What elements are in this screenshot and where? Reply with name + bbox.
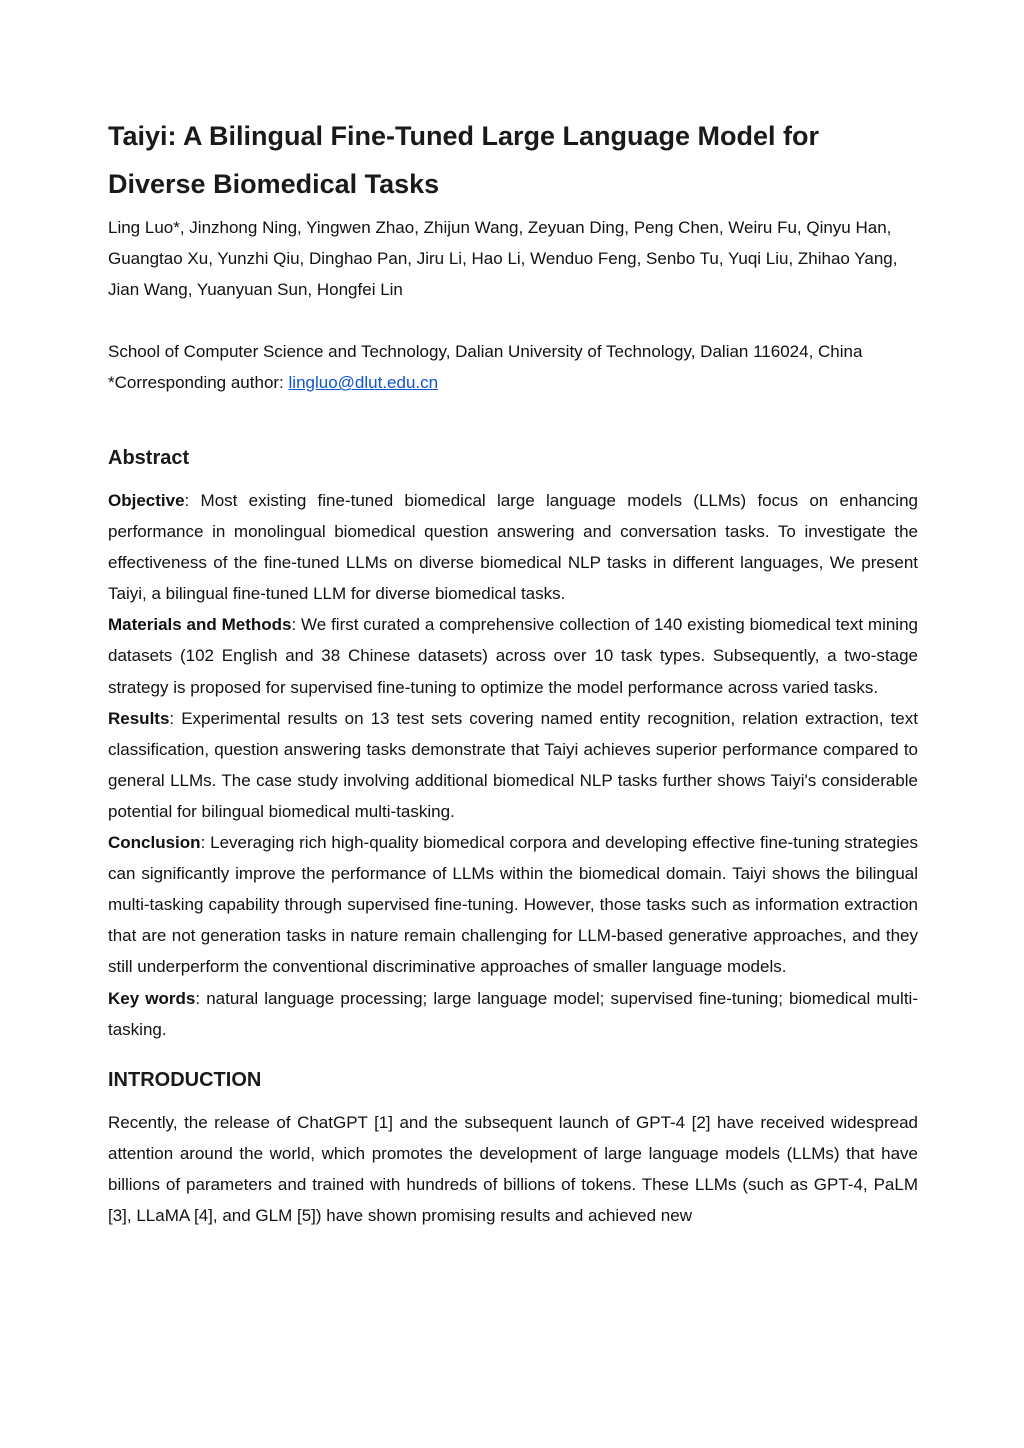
- corresponding-email-link[interactable]: lingluo@dlut.edu.cn: [288, 373, 439, 392]
- abstract-section-text: : We first curated a comprehensive collection of 140 existing biomedical text mining datasets (102 English and 38 Chinese datasets) across over 10 task types. Subsequently, a two-stage strategy is proposed for supervised fine-tuning to optimize the model performance across varied tasks.: [108, 615, 918, 697]
- abstract-methods: [108, 609, 918, 702]
- abstract-section-text: : natural language processing; large language model; supervised fine-tuning; biomedical multi-tasking.: [108, 988, 918, 1039]
- affiliation: School of Computer Science and Technology, Dalian University of Technology, Dalian 116024, China: [108, 342, 863, 361]
- abstract-results: [108, 703, 918, 827]
- introduction-paragraph: Recently, the release of ChatGPT [1] and the subsequent launch of GPT-4 [2] have received widespread attention around the world, which promotes the development of large language models (LLMs) that have billions of parameters and trained with hundreds of billions of tokens. These LLMs (such as GPT-4, PaLM [3], LLaMA [4], and GLM [5]) have shown promising results and achieved new: [108, 1112, 918, 1225]
- abstract-section-text: : Most existing fine-tuned biomedical large language models (LLMs) focus on enhancing performance in monolingual biomedical question answering and conversation tasks. To investigate the effectiveness of the fine-tuned LLMs on diverse biomedical NLP tasks in different languages, We present Taiyi, a bilingual fine-tuned LLM for diverse biomedical tasks.: [108, 491, 918, 604]
- affiliation-block: [108, 336, 918, 398]
- abstract-section-label: Conclusion: [108, 833, 201, 853]
- abstract-objective: [108, 485, 918, 609]
- abstract-section-label: Materials and Methods: [108, 615, 292, 635]
- abstract-section-text: : Leveraging rich high-quality biomedical corpora and developing effective fine-tuning strategies can significantly improve the performance of LLMs within the biomedical domain. Taiyi shows the bilingual multi-tasking capability through supervised fine-tuning. However, those tasks such as information extraction that are not generation tasks in nature remain challenging for LLM-based generative approaches, and they still underperform the conventional discriminative approaches of smaller language models.: [108, 833, 918, 977]
- paper-title: Taiyi: A Bilingual Fine-Tuned Large Language Model for Diverse Biomedical Tasks: [108, 121, 820, 199]
- abstract-section-label: Results: [108, 708, 170, 728]
- abstract-conclusion: [108, 827, 918, 982]
- abstract-body: [108, 485, 918, 1045]
- paper-page: [108, 112, 918, 1231]
- abstract-heading: Abstract: [108, 447, 190, 469]
- author-list: Ling Luo*, Jinzhong Ning, Yingwen Zhao, Zhijun Wang, Zeyuan Ding, Peng Chen, Weiru Fu, Qinyu Han, Guangtao Xu, Yunzhi Qiu, Dinghao Pan, Jiru Li, Hao Li, Wenduo Feng, Senbo Tu, Yuqi Liu, Zhihao Yang, Jian Wang, Yuanyuan Sun, Hongfei Lin: [108, 218, 898, 299]
- abstract-section-text: : Experimental results on 13 test sets covering named entity recognition, relation extraction, text classification, question answering tasks demonstrate that Taiyi achieves superior performance compared to general LLMs. The case study involving additional biomedical NLP tasks further shows Taiyi's considerable potential for bilingual biomedical multi-tasking.: [108, 708, 918, 821]
- introduction-heading: INTRODUCTION: [108, 1068, 262, 1091]
- corresponding-label: *Corresponding author:: [108, 373, 289, 392]
- abstract-keywords: [108, 983, 918, 1045]
- abstract-section-label: Key words: [108, 988, 196, 1008]
- corresponding-author: [108, 367, 918, 398]
- abstract-section-label: Objective: [108, 491, 185, 510]
